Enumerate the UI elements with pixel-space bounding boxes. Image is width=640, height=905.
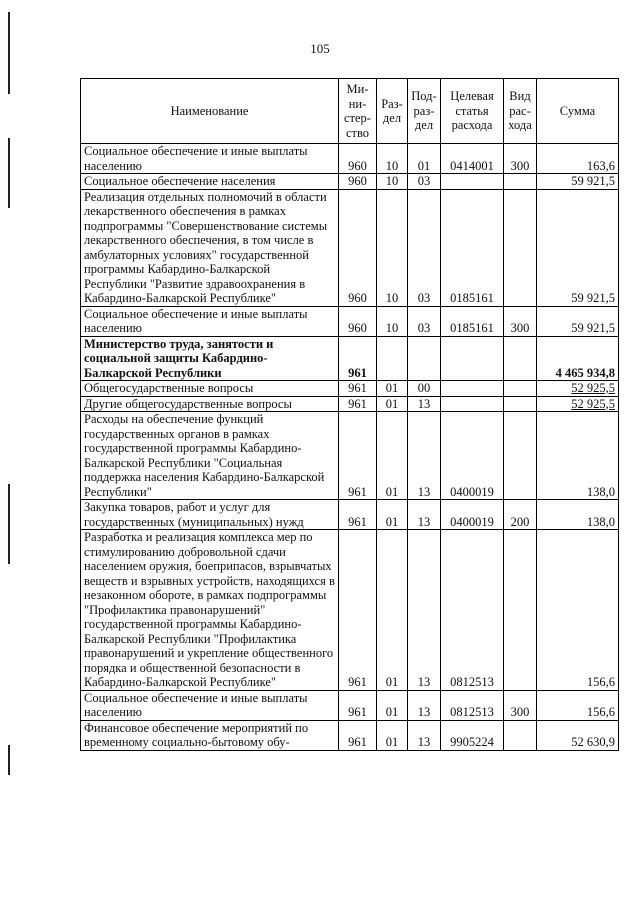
cell-expense-type [504,336,537,381]
cell-subsection: 13 [408,690,441,720]
cell-section: 10 [377,306,408,336]
cell-section: 01 [377,412,408,500]
cell-subsection: 00 [408,381,441,397]
cell-target: 0812513 [441,690,504,720]
cell-name: Социальное обеспечение и иные выплаты населению [81,306,339,336]
cell-sum: 59 921,5 [537,174,619,190]
cell-expense-type [504,381,537,397]
cell-ministry: 961 [339,336,377,381]
cell-subsection: 13 [408,720,441,750]
cell-target: 0185161 [441,306,504,336]
cell-sum: 52 925,5 [537,396,619,412]
cell-ministry: 961 [339,720,377,750]
cell-ministry: 961 [339,412,377,500]
budget-table [80,78,619,751]
table-row [81,720,619,750]
cell-name: Расходы на обеспечение функций государственных органов в рамках государственной программы Кабардино-Балкарской Республики "Социальная поддержка населения Кабардино-Балкарской Республики" [81,412,339,500]
cell-ministry: 961 [339,381,377,397]
cell-expense-type [504,412,537,500]
scan-edge-mark [8,138,10,208]
table-row [81,189,619,306]
cell-subsection: 13 [408,530,441,691]
cell-ministry: 960 [339,306,377,336]
header-expense-type: Вид рас-хода [504,79,537,144]
cell-ministry: 961 [339,530,377,691]
cell-name: Министерство труда, занятости и социальной защиты Кабардино-Балкарской Республики [81,336,339,381]
cell-name: Финансовое обеспечение мероприятий по временному социально-бытовому обу- [81,720,339,750]
header-target: Целевая статья расхода [441,79,504,144]
cell-sum: 138,0 [537,412,619,500]
cell-subsection: 13 [408,396,441,412]
table-row [81,144,619,174]
cell-ministry: 960 [339,189,377,306]
cell-section: 01 [377,500,408,530]
cell-target [441,174,504,190]
cell-sum: 4 465 934,8 [537,336,619,381]
cell-ministry: 961 [339,690,377,720]
cell-section: 01 [377,396,408,412]
header-ministry: Ми-ни-стер-ство [339,79,377,144]
table-row [81,530,619,691]
cell-section: 01 [377,530,408,691]
cell-section: 01 [377,690,408,720]
header-name: Наименование [81,79,339,144]
cell-section: 01 [377,381,408,397]
table-row-ministry [81,336,619,381]
cell-expense-type: 300 [504,690,537,720]
header-row [81,79,619,144]
cell-ministry: 960 [339,144,377,174]
table-row [81,500,619,530]
table-row [81,396,619,412]
cell-sum: 52 630,9 [537,720,619,750]
cell-sum: 59 921,5 [537,306,619,336]
table-row [81,690,619,720]
cell-expense-type [504,396,537,412]
cell-expense-type [504,174,537,190]
header-sum: Сумма [537,79,619,144]
cell-subsection [408,336,441,381]
header-subsection: Под-раз-дел [408,79,441,144]
cell-ministry: 961 [339,396,377,412]
cell-section: 10 [377,174,408,190]
cell-name: Социальное обеспечение и иные выплаты населению [81,144,339,174]
cell-name: Разработка и реализация комплекса мер по стимулированию добровольной сдачи населением оружия, боеприпасов, взрывчатых веществ и взрывных устройств, находящихся в незаконном обороте, в рамках подпрограммы "Профилактика правонарушений" государственной программы Кабардино-Балкарской Республики "Профилактика правонарушений и укрепление общественного порядка и общественной безопасности в Кабардино-Балкарской Республике" [81,530,339,691]
cell-expense-type [504,720,537,750]
cell-name: Реализация отдельных полномочий в области лекарственного обеспечения в рамках подпрограммы "Совершенствование системы лекарственного обеспечения, в том числе в амбулаторных условиях" государственной программы Кабардино-Балкарской Республики "Развитие здравоохранения в Кабардино-Балкарской Республике" [81,189,339,306]
cell-subsection: 01 [408,144,441,174]
cell-ministry: 960 [339,174,377,190]
cell-sum: 59 921,5 [537,189,619,306]
cell-target [441,336,504,381]
cell-subsection: 03 [408,189,441,306]
cell-expense-type: 300 [504,306,537,336]
cell-name: Социальное обеспечение и иные выплаты населению [81,690,339,720]
cell-sum: 156,6 [537,690,619,720]
cell-section: 10 [377,144,408,174]
cell-name: Социальное обеспечение населения [81,174,339,190]
cell-subsection: 03 [408,174,441,190]
table-row [81,381,619,397]
scan-edge-mark [8,484,10,564]
cell-subsection: 03 [408,306,441,336]
cell-name: Общегосударственные вопросы [81,381,339,397]
cell-target: 0400019 [441,500,504,530]
cell-expense-type [504,530,537,691]
table-row [81,412,619,500]
cell-target: 0400019 [441,412,504,500]
cell-expense-type: 200 [504,500,537,530]
page-number: 105 [310,41,330,56]
cell-sum: 138,0 [537,500,619,530]
cell-target: 9905224 [441,720,504,750]
cell-expense-type [504,189,537,306]
scan-edge-mark [8,12,10,94]
cell-subsection: 13 [408,500,441,530]
cell-target: 0185161 [441,189,504,306]
cell-name: Другие общегосударственные вопросы [81,396,339,412]
cell-subsection: 13 [408,412,441,500]
cell-sum: 156,6 [537,530,619,691]
cell-ministry: 961 [339,500,377,530]
cell-target: 0414001 [441,144,504,174]
cell-expense-type: 300 [504,144,537,174]
scan-edge-mark [8,745,10,775]
cell-target [441,381,504,397]
cell-target [441,396,504,412]
cell-section: 01 [377,720,408,750]
cell-name: Закупка товаров, работ и услуг для государственных (муниципальных) нужд [81,500,339,530]
table-row [81,306,619,336]
cell-target: 0812513 [441,530,504,691]
cell-sum: 163,6 [537,144,619,174]
header-section: Раз-дел [377,79,408,144]
cell-sum: 52 925,5 [537,381,619,397]
cell-section [377,336,408,381]
cell-section: 10 [377,189,408,306]
table-row [81,174,619,190]
